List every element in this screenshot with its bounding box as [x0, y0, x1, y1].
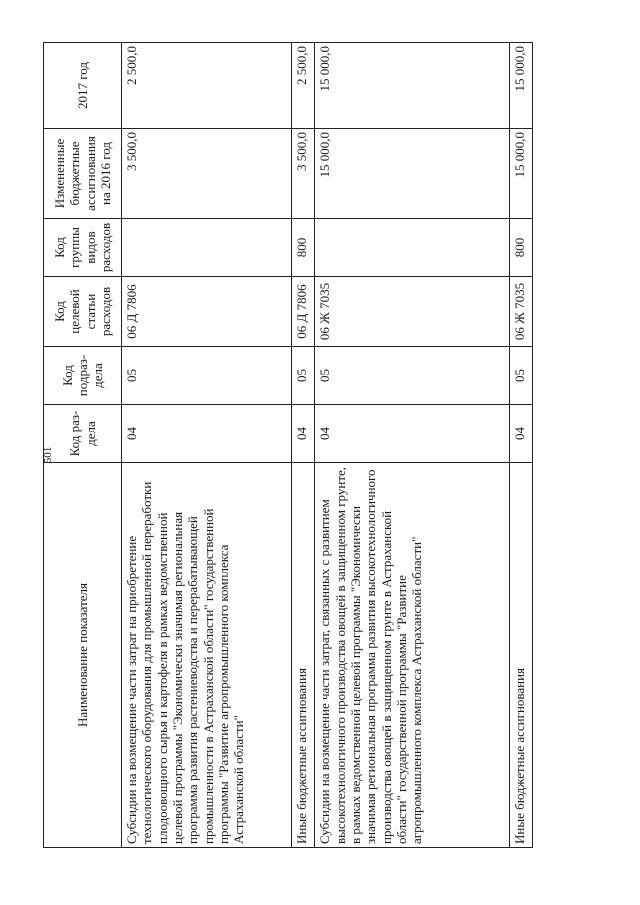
cell-name: Субсидии на возмещение части затрат на приобретение технологического оборудования для промышленной переработки плодоовощного сырья и картофеля в рамках ведомственной целевой программы "Экономически значимая региональная программа развития растениеводства и перерабатывающей промышленности в Астраханской области" государственной программы "Развитие агропромышленного комплекса Астраханской области" — [122, 463, 292, 848]
budget-table — [43, 42, 533, 848]
cell-name: Субсидии на возмещение части затрат, связанных с развитием высокотехнологичного производства овощей в защищенном грунте, в рамках ведомственной целевой программы "Экономически значимая региональная программа развития высокотехнологичного производства овощей в защищенном грунте в Астраханской области" государственной программы "Развитие агропромышленного комплекса Астраханской области" — [315, 463, 509, 848]
cell-name: Иные бюджетные ассигнования — [509, 463, 532, 848]
cell-target: 06 Д 7806 — [122, 277, 292, 347]
cell-section: 04 — [122, 405, 292, 463]
table-row — [315, 43, 509, 848]
header-row — [44, 43, 122, 848]
header-year-2017: 2017 год — [44, 43, 122, 129]
cell-subsection: 05 — [509, 347, 532, 405]
page-number: 501 — [42, 446, 54, 464]
cell-subsection: 05 — [292, 347, 315, 405]
cell-amended-2016: 3 500,0 — [122, 129, 292, 219]
cell-section: 04 — [292, 405, 315, 463]
cell-year-2017: 15 000,0 — [509, 43, 532, 129]
cell-section: 04 — [509, 405, 532, 463]
cell-year-2017: 15 000,0 — [315, 43, 509, 129]
cell-amended-2016: 3 500,0 — [292, 129, 315, 219]
cell-amended-2016: 15 000,0 — [315, 129, 509, 219]
header-target: Код целевой статьи расходов — [44, 277, 122, 347]
table-row — [292, 43, 315, 848]
cell-target: 06 Ж 7035 — [509, 277, 532, 347]
table-row — [122, 43, 292, 848]
cell-subsection: 05 — [122, 347, 292, 405]
cell-target: 06 Д 7806 — [292, 277, 315, 347]
cell-group — [122, 219, 292, 277]
header-amended-2016: Измененные бюджетные ассигнования на 2016 год — [44, 129, 122, 219]
header-section: Код раз-дела — [44, 405, 122, 463]
cell-group: 800 — [292, 219, 315, 277]
cell-name: Иные бюджетные ассигнования — [292, 463, 315, 848]
header-group: Код группы видов расходов — [44, 219, 122, 277]
cell-group: 800 — [509, 219, 532, 277]
cell-year-2017: 2 500,0 — [292, 43, 315, 129]
cell-section: 04 — [315, 405, 509, 463]
table-row — [509, 43, 532, 848]
header-subsection: Код подраз-дела — [44, 347, 122, 405]
cell-subsection: 05 — [315, 347, 509, 405]
cell-year-2017: 2 500,0 — [122, 43, 292, 129]
budget-table-rotated — [43, 43, 533, 848]
cell-group — [315, 219, 509, 277]
header-name: Наименование показателя — [44, 463, 122, 848]
cell-target: 06 Ж 7035 — [315, 277, 509, 347]
cell-amended-2016: 15 000,0 — [509, 129, 532, 219]
